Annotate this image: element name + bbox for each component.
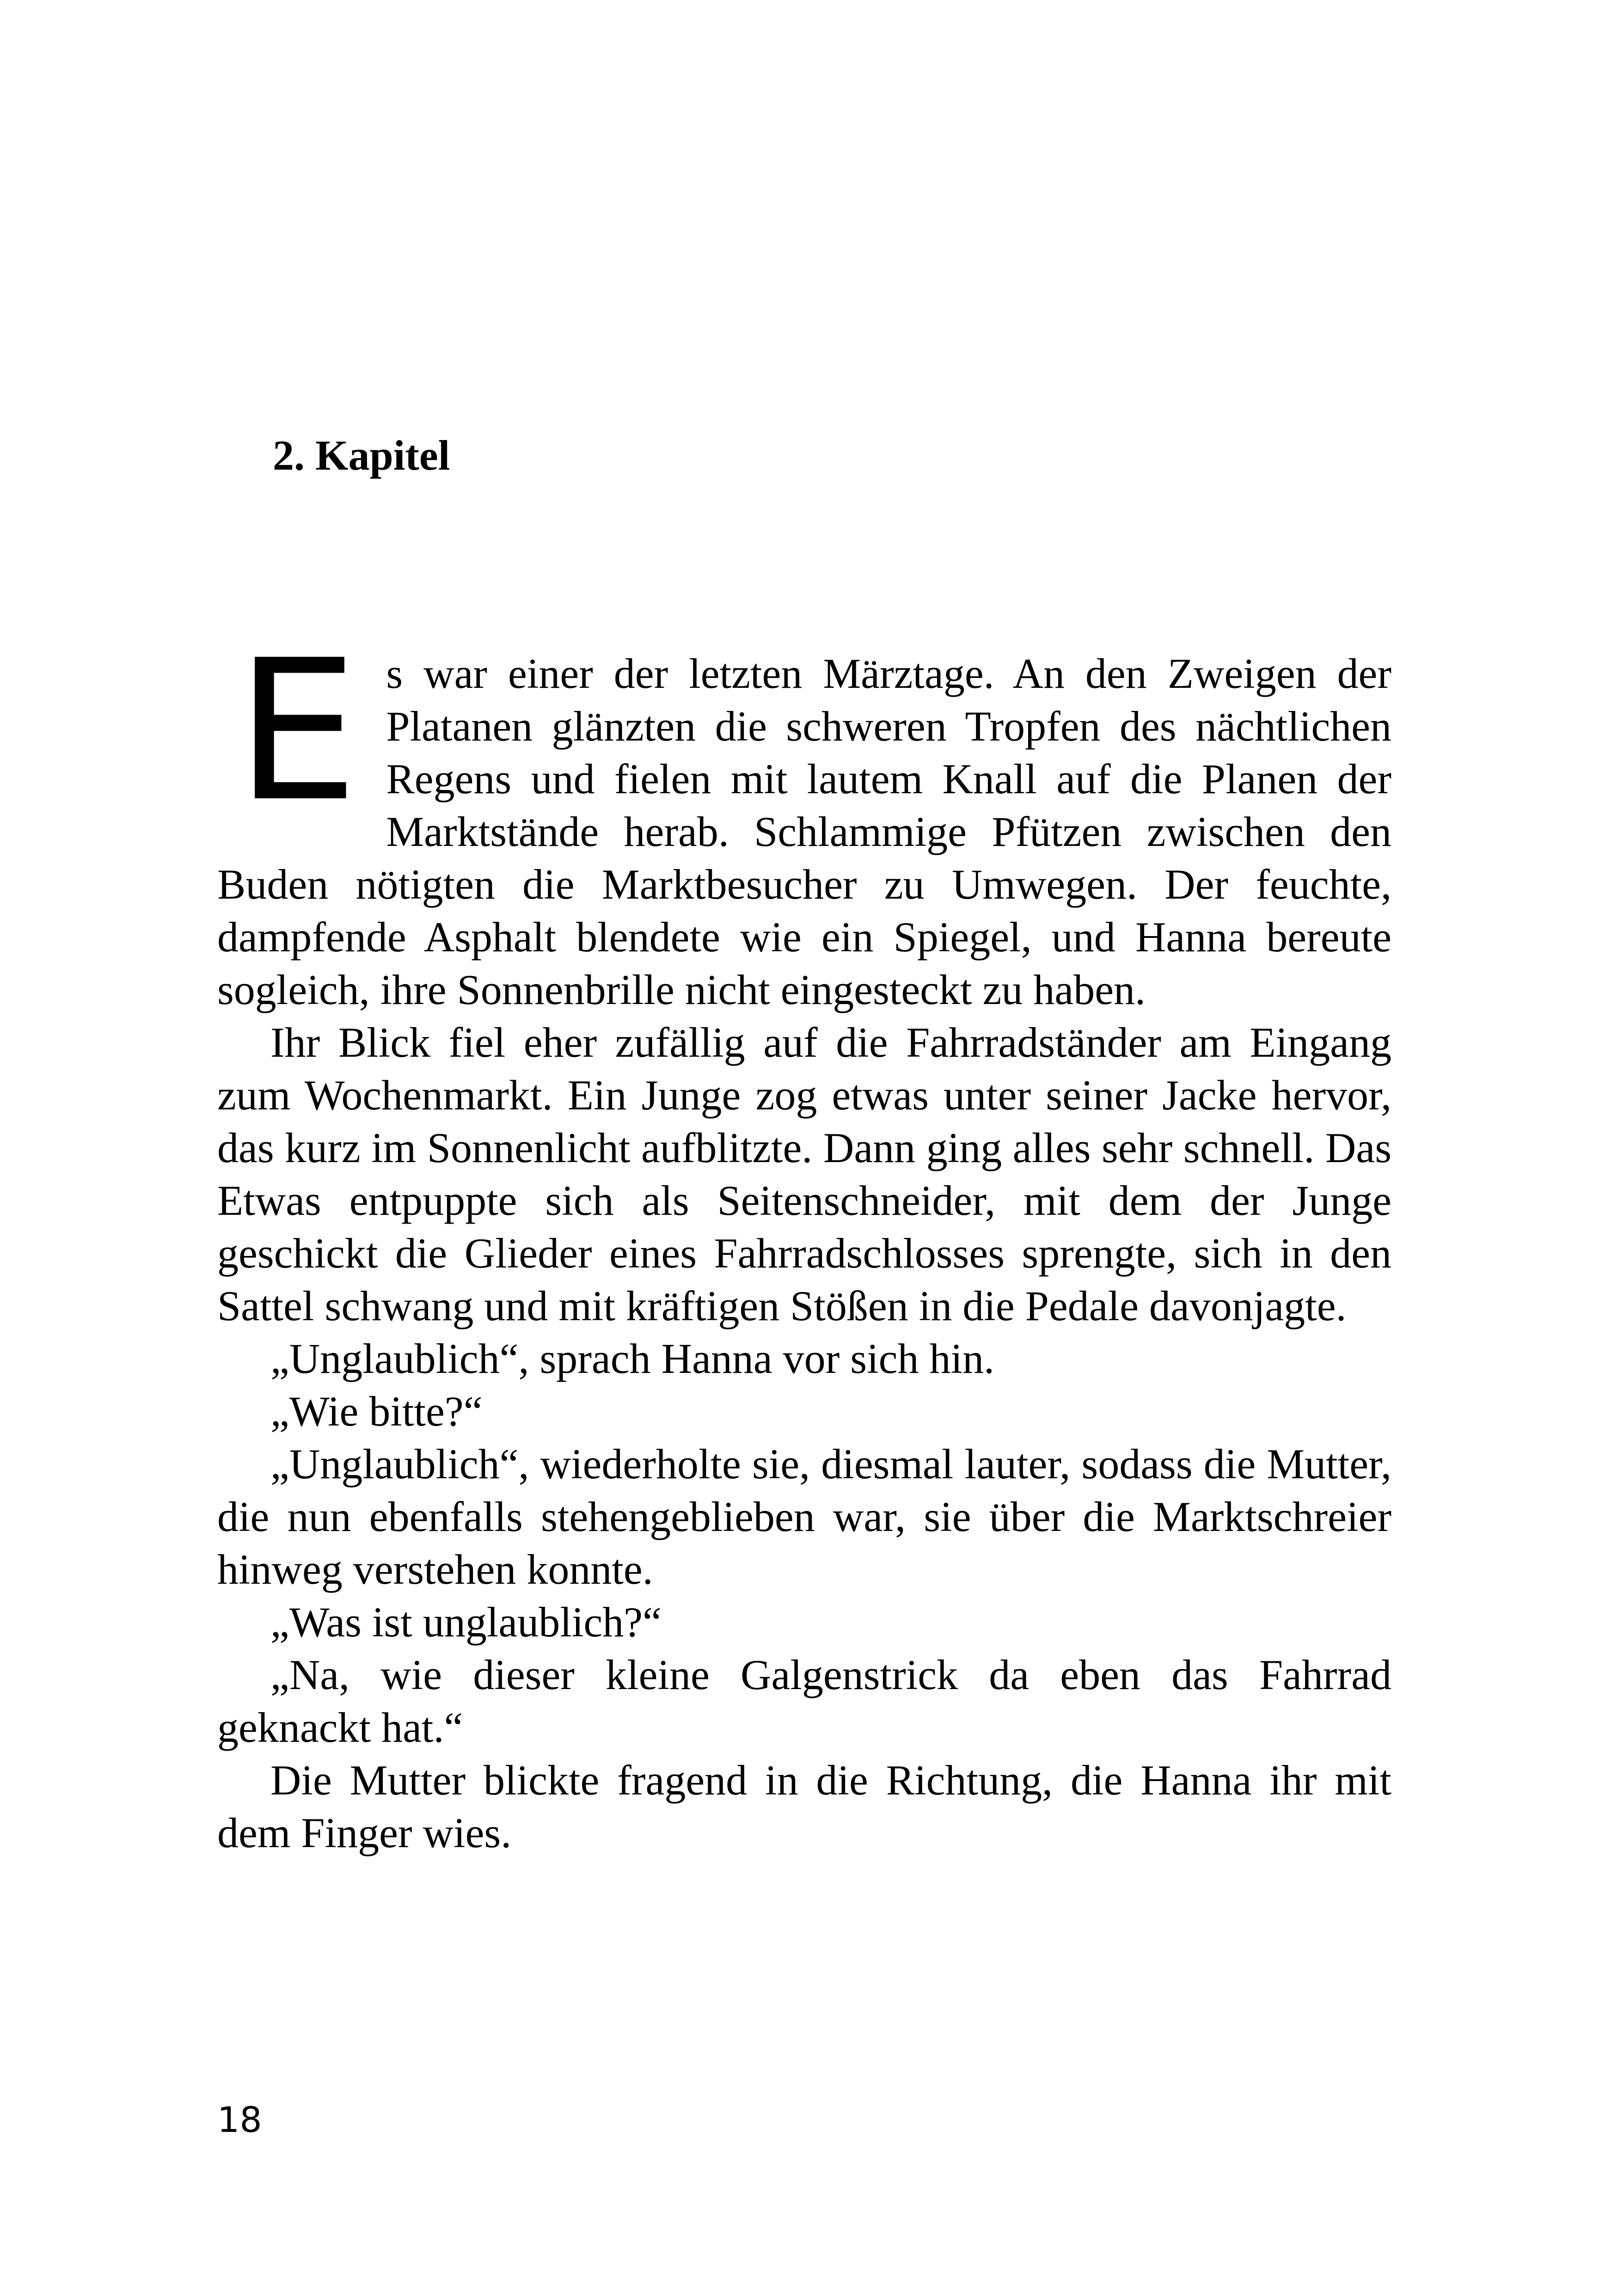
paragraph: Ihr Blick fiel eher zufällig auf die Fahrradständer am Eingang zum Wochenmarkt. Ein Junge zog etwas unter seiner Jacke hervor, das kurz im Sonnenlicht aufblitzte. Dann ging alles sehr schnell. Das Etwas entpuppte sich als Seitenschneider, mit dem der Junge geschickt die Glieder eines Fahrradschlosses sprengte, sich in den Sattel schwang und mit kräftigen Stößen in die Pedale davonjagte. (217, 1019, 1391, 1329)
page-number: 18 (217, 2099, 262, 2140)
paragraph (217, 618, 1391, 1016)
chapter-body (217, 618, 1391, 1859)
paragraph-text: s war einer der letzten Märztage. An den Zweigen der Platanen glänzten die schweren Tropfen des nächtlichen Regens und fielen mit lautem Knall auf die Planen der Marktstände herab. Schlammige Pfützen zwischen den Buden nötigten die Marktbesucher zu Umwegen. Der feuchte, dampfende Asphalt blendete wie ein Spiegel, und Hanna bereute sogleich, ihre Sonnenbrille nicht eingesteckt zu haben. (217, 650, 1391, 1013)
paragraph: „Wie bitte?“ (270, 1388, 483, 1435)
chapter-title: 2. Kapitel (273, 432, 450, 479)
paragraph: „Unglaublich“, wiederholte sie, diesmal lauter, sodass die Mutter, die nun ebenfalls stehengeblieben war, sie über die Marktschreier hinweg verstehen konnte. (217, 1440, 1391, 1593)
drop-cap: E (236, 618, 359, 845)
paragraph: Die Mutter blickte fragend in die Richtung, die Hanna ihr mit dem Finger wies. (217, 1757, 1391, 1856)
paragraph: „Na, wie dieser kleine Galgenstrick da eben das Fahrrad geknackt hat.“ (217, 1651, 1391, 1751)
paragraph: „Was ist unglaublich?“ (270, 1598, 662, 1646)
paragraph: „Unglaublich“, sprach Hanna vor sich hin. (270, 1335, 995, 1382)
